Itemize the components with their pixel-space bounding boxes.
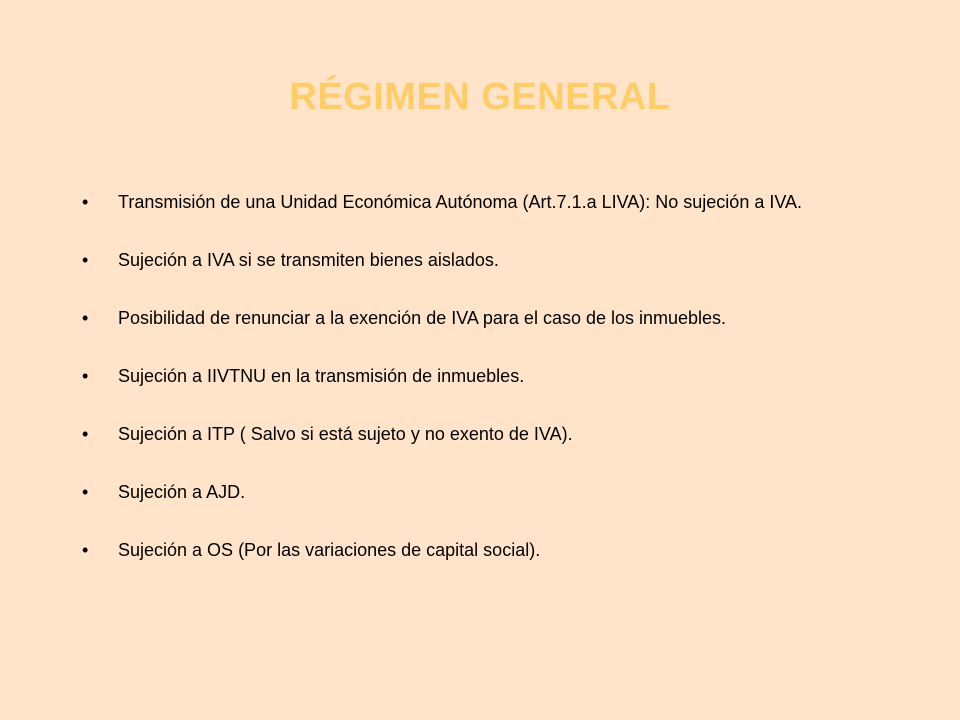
bullet-item <box>82 538 882 562</box>
bullet-icon: • <box>82 366 89 386</box>
bullet-text: Transmisión de una Unidad Económica Autónoma (Art.7.1.a LIVA): No sujeción a IVA. <box>118 192 803 212</box>
bullet-text: Posibilidad de renunciar a la exención de IVA para el caso de los inmuebles. <box>118 308 727 328</box>
bullet-item <box>82 480 882 504</box>
bullet-item <box>82 248 882 272</box>
bullet-list <box>82 190 882 596</box>
bullet-icon: • <box>82 250 89 270</box>
bullet-icon: • <box>82 192 89 212</box>
bullet-item <box>82 306 882 330</box>
bullet-icon: • <box>82 540 89 560</box>
bullet-icon: • <box>82 482 89 502</box>
bullet-text: Sujeción a ITP ( Salvo si está sujeto y no exento de IVA). <box>118 424 573 444</box>
bullet-text: Sujeción a IVA si se transmiten bienes aislados. <box>118 250 499 270</box>
bullet-text: Sujeción a OS (Por las variaciones de capital social). <box>118 540 541 560</box>
bullet-item <box>82 364 882 388</box>
bullet-item <box>82 422 882 446</box>
slide-title: RÉGIMEN GENERAL <box>289 76 671 118</box>
bullet-text: Sujeción a AJD. <box>118 482 246 502</box>
bullet-icon: • <box>82 424 89 444</box>
bullet-icon: • <box>82 308 89 328</box>
bullet-item <box>82 190 882 214</box>
bullet-text: Sujeción a IIVTNU en la transmisión de inmuebles. <box>118 366 525 386</box>
